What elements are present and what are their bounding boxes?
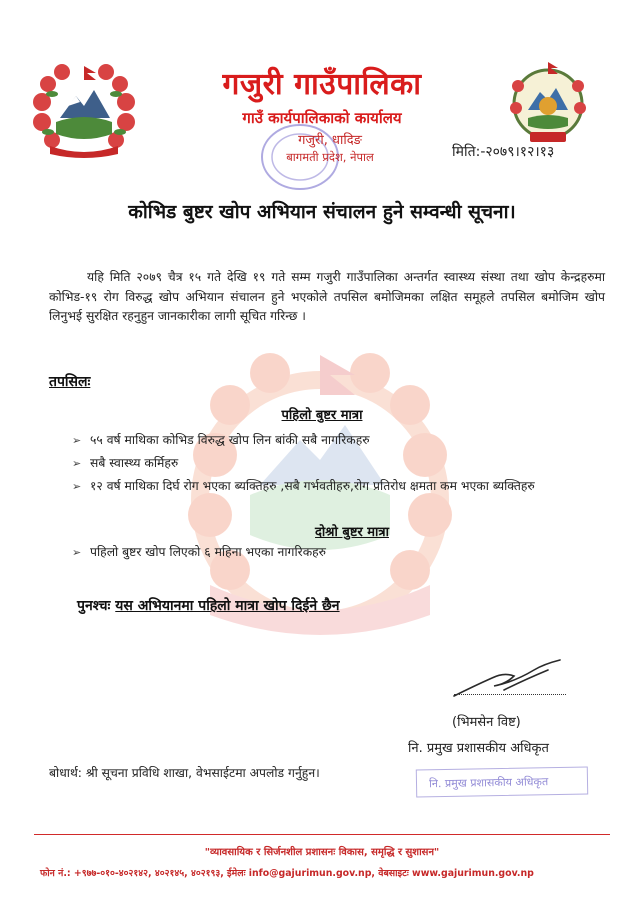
address-line-1: गजुरी, धादिङ	[298, 133, 362, 148]
notice-heading: कोभिड बुष्टर खोप अभियान संचालन हुने सम्वन्धी सूचना।	[128, 201, 516, 223]
second-booster-list	[72, 543, 612, 566]
footer-divider	[34, 834, 610, 835]
address-line-2: बागमती प्रदेश, नेपाल	[286, 150, 374, 164]
designation-stamp: नि. प्रमुख प्रशासकीय अधिकृत	[416, 767, 588, 798]
signer-name: (भिमसेन विष्ट)	[452, 715, 521, 730]
arrow-bullet-icon: ➢	[72, 434, 82, 447]
footer-motto: "व्यावसायिक र सिर्जनशील प्रशासनः विकास, समृद्धि र सुशासन"	[204, 847, 440, 858]
list-item: ➢ सबै स्वास्थ्य कर्मिहरु	[72, 454, 612, 473]
arrow-bullet-icon: ➢	[72, 457, 82, 470]
office-subtitle: गाउँ कार्यपालिकाको कार्यालय	[242, 109, 402, 127]
notice-date: मिति:-२०७९।१२।१३	[452, 144, 555, 160]
signer-title: नि. प्रमुख प्रशासकीय अधिकृत	[408, 741, 549, 756]
list-item: ➢ १२ वर्ष माथिका दिर्घ रोग भएका ब्यक्तिहरु ,सबै गर्भवतीहरु,रोग प्रतिरोध क्षमता कम भएका ब्यक्तिहरु	[72, 477, 612, 496]
postscript-text: यस अभियानमा पहिलो मात्रा खोप दिईने छैन	[115, 598, 340, 614]
first-booster-list	[72, 431, 612, 500]
office-address	[250, 132, 410, 166]
cc-note: बोधार्थ: श्री सूचना प्रविधि शाखा, वेभसाईटमा अपलोड गर्नुहुन।	[49, 766, 320, 780]
postscript	[77, 596, 340, 615]
second-booster-heading: दोश्रो बुष्टर मात्रा	[315, 525, 389, 540]
postscript-label: पुनश्चः	[77, 598, 111, 614]
notice-body: यहि मिति २०७९ चैत्र १५ गते देखि १९ गते सम्म गजुरी गाउँपालिका अन्तर्गत स्वास्थ्य संस्था तथा खोप केन्द्रहरुमा कोभिड-१९ रोग विरुद्ध खोप अभियान संचालन हुने भएकोले तपसिल बमोजिमका लक्षित समूहले तपसिल बमोजिम खोप लिनुभई सुरक्षित रहनुहुन जानकारीका लागी सूचित गरिन्छ ।	[49, 270, 605, 324]
arrow-bullet-icon: ➢	[72, 480, 82, 493]
signature-line	[454, 694, 566, 695]
first-booster-heading: पहिलो बुष्टर मात्रा	[281, 408, 363, 423]
handwritten-signature	[444, 656, 570, 706]
municipality-title: गजुरी गाउँपालिका	[222, 67, 422, 102]
footer-contact: फोन नं.: +९७७-०१०-४०२१४२, ४०२१४५, ४०२१९३, ईमेलः info@gajurimun.gov.np, वेबसाइटः www.gajurimun.gov.np	[40, 868, 534, 879]
arrow-bullet-icon: ➢	[72, 546, 82, 559]
list-item: ➢ पहिलो बुष्टर खोप लिएको ६ महिना भएका नागरिकहरु	[72, 543, 612, 562]
details-label: तपसिलः	[49, 374, 91, 390]
list-item: ➢ ५५ वर्ष माथिका कोभिड विरुद्ध खोप लिन बांकी सबै नागरिकहरु	[72, 431, 612, 450]
